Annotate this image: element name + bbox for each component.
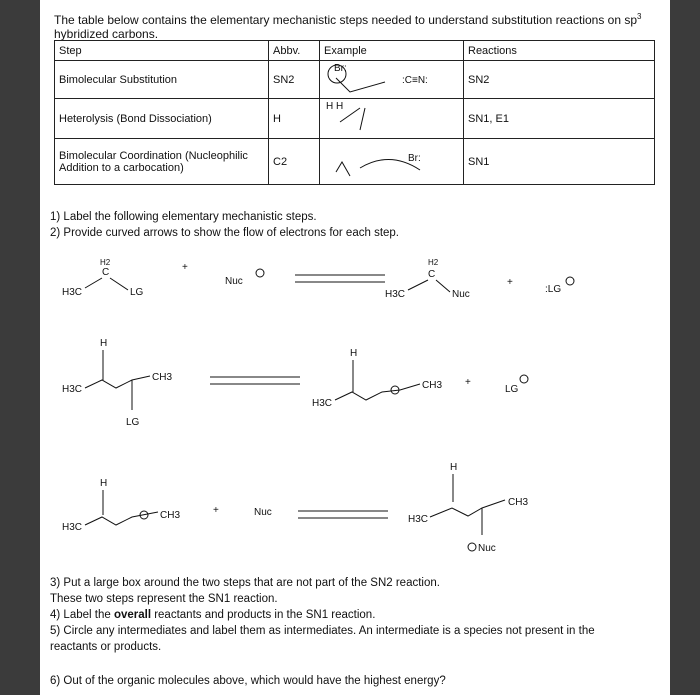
header-step: Step: [55, 41, 269, 61]
r1p-plus: +: [507, 277, 513, 288]
row3-step: Bimolecular Coordination (Nucleophilic Addition to a carbocation): [55, 139, 269, 185]
r1-plus: +: [182, 262, 188, 273]
r2p-minus: [520, 375, 528, 383]
row1-reactions: SN2: [464, 61, 655, 99]
intro-text: The table below contains the elementary mechanistic steps needed to understand substitution reactions on $sp^3$ hybridized carbons.: [54, 12, 642, 41]
r3p-minus: [468, 543, 476, 551]
example-carbocation: [336, 162, 350, 176]
r1-h3c: H3C: [62, 287, 83, 298]
r2p-chain: [335, 384, 420, 400]
row2-abbv: H: [269, 99, 320, 139]
header-example: Example: [320, 41, 464, 61]
r1p-c: C: [428, 269, 436, 280]
example-arrow: [360, 159, 420, 170]
r1p-minus: [566, 277, 574, 285]
r3p-chain: [430, 500, 505, 535]
question-3b: These two steps represent the SN1 reaction.: [50, 593, 278, 605]
question-1: 1) Label the following elementary mechanistic steps.: [50, 211, 317, 223]
question-5b: reactants or products.: [50, 641, 162, 653]
example-circle: [328, 65, 346, 83]
r2-h: H: [100, 338, 108, 349]
r1-equilibrium-arrow: [295, 275, 385, 282]
question-3: 3) Put a large box around the two steps that are not part of the SN2 reaction.: [50, 577, 440, 589]
r3p-ch3: CH3: [508, 497, 529, 508]
r2p-h: H: [350, 348, 358, 359]
question-5: 5) Circle any intermediates and label them as intermediates. An intermediate is a species not present in the: [50, 625, 595, 637]
r3-plus: +: [213, 505, 219, 516]
question-2: 2) Provide curved arrows to show the flow of electrons for each step.: [50, 227, 399, 239]
row3-abbv: C2: [269, 139, 320, 185]
r3-h3c: H3C: [62, 522, 83, 533]
r1-nuc: Nuc: [225, 276, 243, 287]
row3-reactions: SN1: [464, 139, 655, 185]
r1p-h2: H2: [428, 258, 439, 267]
r2-chain: [85, 376, 150, 410]
r2p-lg: LG: [505, 384, 519, 395]
r2-equilibrium-arrow: [210, 377, 300, 384]
r2p-plus: +: [465, 377, 471, 388]
question-6: 6) Out of the organic molecules above, which would have the highest energy?: [50, 675, 446, 687]
row2-reactions: SN1, E1: [464, 99, 655, 139]
r1-c: C: [102, 267, 110, 278]
r1p-nuc: Nuc: [452, 289, 470, 300]
r1-h2: H2: [100, 258, 111, 267]
r3-chain: [85, 512, 158, 525]
r2-ch3: CH3: [152, 372, 173, 383]
r2-h3c: H3C: [62, 384, 83, 395]
r2p-h3c: H3C: [312, 398, 333, 409]
r3-ch3: CH3: [160, 510, 181, 521]
worksheet-page: [40, 0, 670, 695]
r2-lg: LG: [126, 417, 140, 428]
row2-example: H H: [320, 99, 464, 139]
row3-example: Br:: [320, 139, 464, 185]
row1-abbv: SN2: [269, 61, 320, 99]
r1-lg: LG: [130, 287, 144, 298]
r1p-bonds: [408, 280, 450, 292]
row1-example: Br: :C≡N:: [320, 61, 464, 99]
r3p-h: H: [450, 462, 458, 473]
r1p-h3c: H3C: [385, 289, 406, 300]
header-reactions: Reactions: [464, 41, 655, 61]
r3-nuc: Nuc: [254, 507, 272, 518]
r1-bonds: [85, 278, 128, 290]
row1-step: Bimolecular Substitution: [55, 61, 269, 99]
r1p-lg: :LG: [545, 284, 562, 295]
r3p-nuc: Nuc: [478, 543, 496, 554]
header-abbv: Abbv.: [269, 41, 320, 61]
r3p-h3c: H3C: [408, 514, 429, 525]
example-water: [340, 108, 365, 130]
r2p-ch3: CH3: [422, 380, 443, 391]
r3-equilibrium-arrow: [298, 511, 388, 518]
r3-h: H: [100, 478, 108, 489]
row2-step: Heterolysis (Bond Dissociation): [55, 99, 269, 139]
question-4: 4) Label the overall reactants and products in the SN1 reaction.: [50, 609, 376, 621]
r1-minus: [256, 269, 264, 277]
